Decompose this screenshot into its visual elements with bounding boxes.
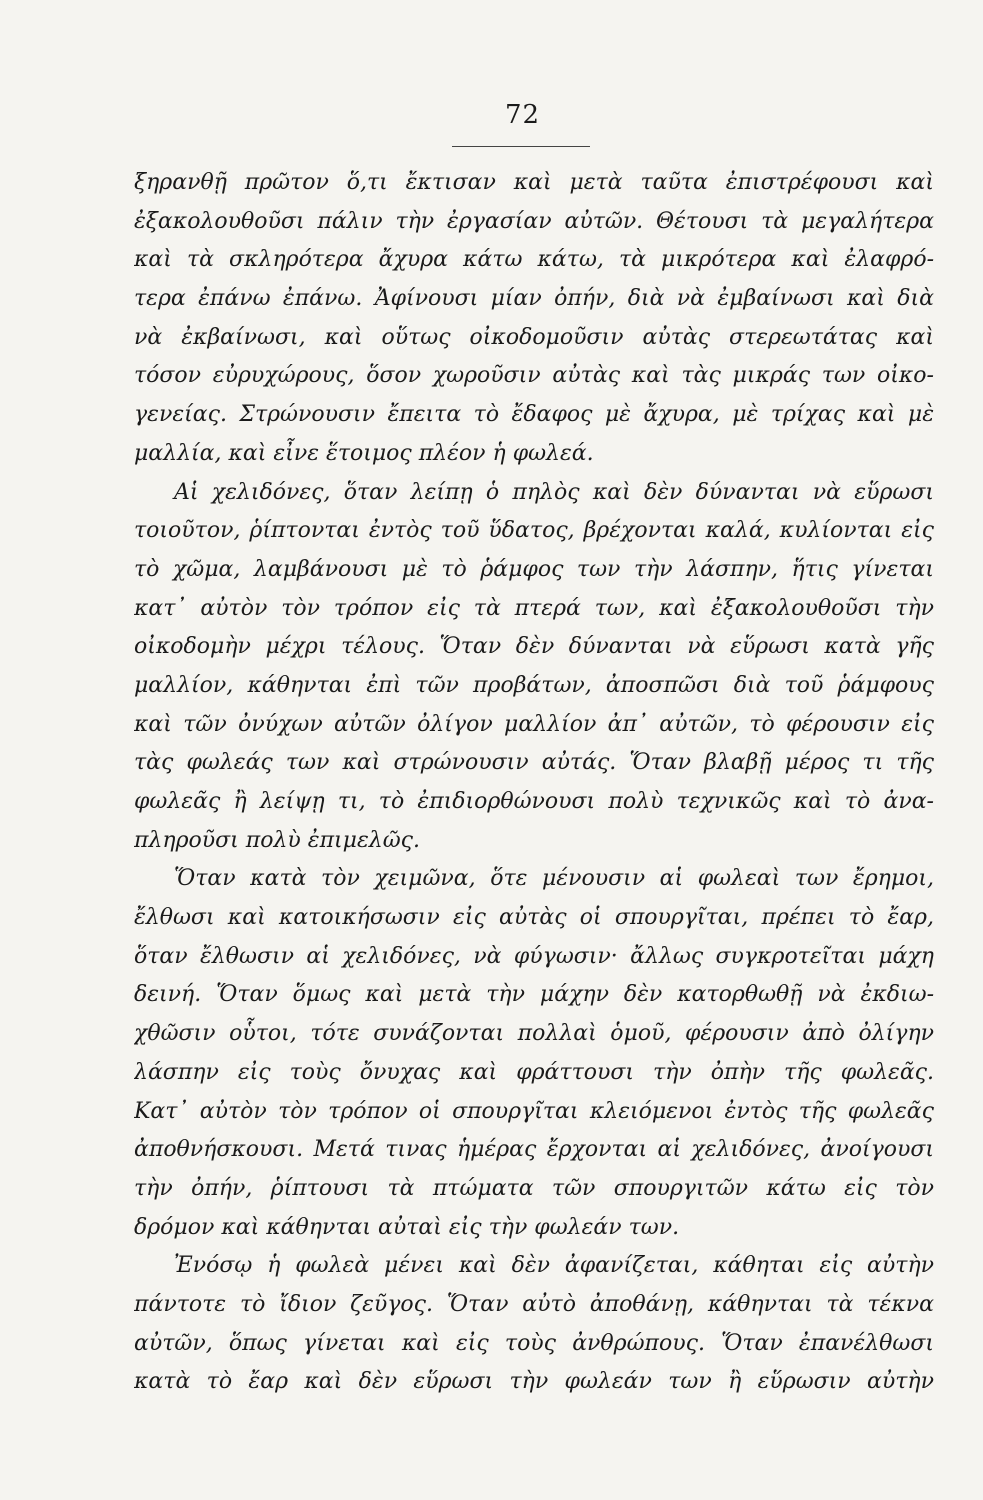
- text-line: τὰς φωλεάς των καὶ στρώνουσιν αὐτάς. Ὅταν βλαβῇ μέρος τι τῆς: [134, 750, 934, 776]
- text-line: ἔλθωσι καὶ κατοικήσωσιν εἰς αὐτὰς οἱ σπουργῖται, πρέπει τὸ ἔαρ,: [134, 905, 934, 931]
- text-line: μαλλίον, κάθηνται ἐπὶ τῶν προβάτων, ἀποσπῶσι διὰ τοῦ ῥάμφους: [134, 672, 934, 698]
- header-rule: [452, 146, 590, 147]
- text-line: νὰ ἐκβαίνωσι, καὶ οὕτως οἰκοδομοῦσιν αὐτὰς στερεωτάτας καὶ: [134, 324, 934, 350]
- page-number: 72: [504, 100, 541, 130]
- text-line: ἐξακολουθοῦσι πάλιν τὴν ἐργασίαν αὐτῶν. Θέτουσι τὰ μεγαλήτερα: [134, 208, 934, 234]
- body-text: [134, 164, 934, 1402]
- text-line: τερα ἐπάνω ἐπάνω. Ἀφίνουσι μίαν ὀπήν, διὰ νὰ ἐμβαίνωσι καὶ διὰ: [134, 286, 934, 312]
- text-line: τὸ χῶμα, λαμβάνουσι μὲ τὸ ῥάμφος των τὴν λάσπην, ἥτις γίνεται: [134, 556, 934, 582]
- text-line: τόσον εὐρυχώρους, ὅσον χωροῦσιν αὐτὰς καὶ τὰς μικράς των οἰκο-: [134, 363, 934, 389]
- text-line: δεινή. Ὅταν ὅμως καὶ μετὰ τὴν μάχην δὲν κατορθωθῇ νὰ ἐκδιω-: [134, 982, 934, 1008]
- text-line: τοιοῦτον, ῥίπτονται ἐντὸς τοῦ ὕδατος, βρέχονται καλά, κυλίονται εἰς: [134, 518, 934, 544]
- text-line: γενείας. Στρώνουσιν ἔπειτα τὸ ἔδαφος μὲ ἄχυρα, μὲ τρίχας καὶ μὲ: [134, 402, 934, 428]
- text-line: πάντοτε τὸ ἴδιον ζεῦγος. Ὅταν αὐτὸ ἀποθάνῃ, κάθηνται τὰ τέκνα: [134, 1291, 934, 1317]
- text-line: Αἱ χελιδόνες, ὅταν λείπῃ ὁ πηλὸς καὶ δὲν δύνανται νὰ εὕρωσι: [174, 479, 934, 505]
- text-line: Κατ᾽ αὐτὸν τὸν τρόπον οἱ σπουργῖται κλειόμενοι ἐντὸς τῆς φωλεᾶς: [134, 1098, 934, 1124]
- text-line: ἀποθνήσκουσι. Μετά τινας ἡμέρας ἔρχονται αἱ χελιδόνες, ἀνοίγουσι: [134, 1137, 934, 1163]
- text-line: οἰκοδομὴν μέχρι τέλους. Ὅταν δὲν δύνανται νὰ εὕρωσι κατὰ γῆς: [134, 634, 934, 660]
- text-line: καὶ τῶν ὀνύχων αὐτῶν ὀλίγον μαλλίον ἀπ᾽ αὐτῶν, τὸ φέρουσιν εἰς: [134, 711, 934, 737]
- text-line: τὴν ὀπήν, ῥίπτουσι τὰ πτώματα τῶν σπουργιτῶν κάτω εἰς τὸν: [134, 1175, 934, 1201]
- text-line: δρόμον καὶ κάθηνται αὐταὶ εἰς τὴν φωλεάν των.: [134, 1214, 680, 1240]
- text-line: Ὅταν κατὰ τὸν χειμῶνα, ὅτε μένουσιν αἱ φωλεαὶ των ἔρημοι,: [174, 866, 934, 892]
- text-line: πληροῦσι πολὺ ἐπιμελῶς.: [134, 827, 420, 853]
- text-line: χθῶσιν οὗτοι, τότε συνάζονται πολλαὶ ὁμοῦ, φέρουσιν ἀπὸ ὀλίγην: [134, 1021, 934, 1047]
- text-line: αὐτῶν, ὅπως γίνεται καὶ εἰς τοὺς ἀνθρώπους. Ὅταν ἐπανέλθωσι: [134, 1330, 934, 1356]
- text-line: ὅταν ἔλθωσιν αἱ χελιδόνες, νὰ φύγωσιν· ἄλλως συγκροτεῖται μάχη: [134, 943, 934, 969]
- text-line: κατ᾽ αὐτὸν τὸν τρόπον εἰς τὰ πτερά των, καὶ ἐξακολουθοῦσι τὴν: [134, 595, 934, 621]
- text-line: Ἐνόσῳ ἡ φωλεὰ μένει καὶ δὲν ἀφανίζεται, κάθηται εἰς αὐτὴν: [174, 1253, 934, 1279]
- text-line: ξηρανθῇ πρῶτον ὅ,τι ἔκτισαν καὶ μετὰ ταῦτα ἐπιστρέφουσι καὶ: [134, 170, 934, 195]
- text-line: μαλλία, καὶ εἶνε ἕτοιμος πλέον ἡ φωλεά.: [134, 440, 594, 466]
- text-line: καὶ τὰ σκληρότερα ἄχυρα κάτω κάτω, τὰ μικρότερα καὶ ἐλαφρό-: [134, 247, 934, 273]
- text-line: κατὰ τὸ ἔαρ καὶ δὲν εὕρωσι τὴν φωλεάν των ἢ εὕρωσιν αὐτὴν: [134, 1369, 934, 1395]
- text-line: λάσπην εἰς τοὺς ὄνυχας καὶ φράττουσι τὴν ὀπὴν τῆς φωλεᾶς.: [134, 1059, 934, 1085]
- text-line: φωλεᾶς ἢ λείψῃ τι, τὸ ἐπιδιορθώνουσι πολὺ τεχνικῶς καὶ τὸ ἀνα-: [134, 789, 934, 814]
